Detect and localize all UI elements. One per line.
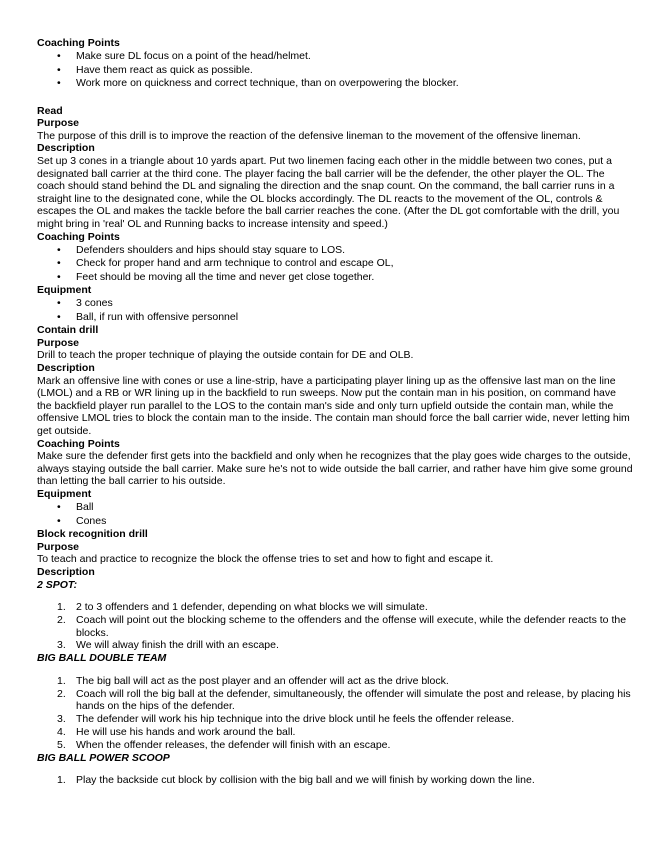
list-number: 2. — [57, 687, 66, 700]
spot-list — [37, 601, 633, 652]
read-coaching-list — [37, 244, 633, 283]
list-text: We will alway finish the drill with an escape. — [76, 639, 279, 652]
list-item — [37, 675, 633, 688]
double-team-heading: BIG BALL DOUBLE TEAM — [37, 652, 167, 665]
list-item — [37, 726, 633, 739]
contain-description-heading: Description — [37, 362, 95, 375]
read-description-text: Set up 3 cones in a triangle about 10 yards apart. Put two linemen facing each other in the middle between two cones, put a designated ball carrier at the third cone. The player facing the ball carrier will be the defender, the other player the OL. The coach should stand behind the DL and signaling the direction and the snap count. On the command, the ball carrier runs in a straight line to the designated cone, while the OL blocks accordingly. The DL reacts to the movement of the OL, controls & escapes the OL and makes the tackle before the ball carrier reaches the cone. (After the DL got comfortable with the drill, you might bring in 'real' OL and Running backs to increase intensity and speed.) — [37, 154, 620, 230]
list-text: He will use his hands and work around the ball. — [76, 725, 296, 738]
list-item: • Ball, if run with offensive personnel — [37, 311, 633, 324]
power-scoop-heading: BIG BALL POWER SCOOP — [37, 751, 170, 764]
block-title: Block recognition drill — [37, 528, 148, 541]
list-number: 3. — [57, 639, 66, 652]
double-team-list — [37, 675, 633, 751]
list-text: When the offender releases, the defender will finish with an escape. — [76, 738, 391, 751]
list-text: Coach will point out the blocking scheme to the offenders and the offense will execute, while the defender reacts to the blocks. — [76, 614, 627, 639]
list-item — [37, 601, 633, 614]
coaching-points-heading: Coaching Points — [37, 37, 120, 49]
contain-coaching-text: Make sure the defender first gets into the backfield and only when he recognizes that the play goes wide charges to the outside, always staying outside the ball carrier. Make sure he's not to wide outside the ball carrier, and rather have him give some ground than letting the ball carrier to his outside. — [37, 450, 633, 488]
read-equipment-list — [37, 297, 633, 323]
list-text: Coach will roll the big ball at the defender, simultaneously, the offender will simulate the post and release, by placing his hands on the hips of the defender. — [76, 687, 631, 713]
list-number: 1. — [57, 774, 66, 787]
coaching-points-list — [37, 50, 633, 89]
read-description-heading: Description — [37, 142, 95, 155]
contain-equipment-list — [37, 501, 633, 527]
list-item: • Work more on quickness and correct technique, than on overpowering the blocker. — [37, 77, 633, 90]
document-page — [37, 37, 633, 787]
block-purpose-text: To teach and practice to recognize the block the offense tries to set and how to fight and escape it. — [37, 553, 494, 566]
list-item — [37, 713, 633, 726]
list-item — [37, 639, 633, 652]
list-text: The big ball will act as the post player and an offender will act as the drive block. — [76, 675, 449, 687]
contain-title: Contain drill — [37, 324, 99, 337]
list-item: • Have them react as quick as possible. — [37, 64, 633, 77]
list-number: 4. — [57, 725, 66, 738]
block-description-heading: Description — [37, 565, 95, 578]
contain-equipment-heading: Equipment — [37, 487, 92, 500]
list-item: • Check for proper hand and arm technique to control and escape OL, — [37, 257, 633, 270]
power-scoop-list — [37, 774, 633, 787]
list-text: 2 to 3 offenders and 1 defender, depending on what blocks we will simulate. — [76, 601, 428, 614]
list-number: 1. — [57, 675, 66, 687]
read-purpose-text: The purpose of this drill is to improve the reaction of the defensive lineman to the movement of the offensive lineman. — [37, 129, 581, 142]
list-number: 3. — [57, 713, 66, 726]
list-item: • 3 cones — [37, 297, 633, 310]
list-number: 2. — [57, 614, 66, 627]
contain-description-text: Mark an offensive line with cones or use a line-strip, have a participating player lining up as the offensive last man on the line (LMOL) and a RB or WR lining up in the backfield to run sweeps. Now put the contain man in his position, on command have the backfield player run parallel to the LOS to the contain man's side and only turn upfield outside the contain man, while the offensive LMOL tries to block the contain man to the inside. The contain man should force the ball carrier wide, never letting him get outside. — [37, 374, 630, 437]
spot-heading: 2 SPOT: — [37, 578, 78, 591]
list-item — [37, 774, 633, 787]
list-item — [37, 688, 633, 713]
list-number: 1. — [57, 601, 66, 614]
contain-purpose-heading: Purpose — [37, 336, 80, 349]
list-text: The defender will work his hip technique into the drive block until he feels the offender release. — [76, 713, 515, 726]
block-purpose-heading: Purpose — [37, 540, 80, 553]
read-title: Read — [37, 104, 63, 117]
list-item: • Defenders shoulders and hips should stay square to LOS. — [37, 244, 633, 257]
list-item: • Ball — [37, 501, 633, 514]
list-item: • Feet should be moving all the time and never get close together. — [37, 271, 633, 284]
read-equipment-heading: Equipment — [37, 284, 92, 297]
read-coaching-heading: Coaching Points — [37, 230, 120, 243]
contain-purpose-text: Drill to teach the proper technique of playing the outside contain for DE and OLB. — [37, 349, 414, 362]
list-item — [37, 739, 633, 752]
list-item: • Cones — [37, 515, 633, 528]
read-purpose-heading: Purpose — [37, 117, 80, 130]
list-item — [37, 614, 633, 639]
list-item: • Make sure DL focus on a point of the head/helmet. — [37, 50, 633, 63]
list-text: Play the backside cut block by collision with the big ball and we will finish by working down the line. — [76, 774, 535, 787]
list-number: 5. — [57, 738, 66, 751]
contain-coaching-heading: Coaching Points — [37, 437, 120, 450]
